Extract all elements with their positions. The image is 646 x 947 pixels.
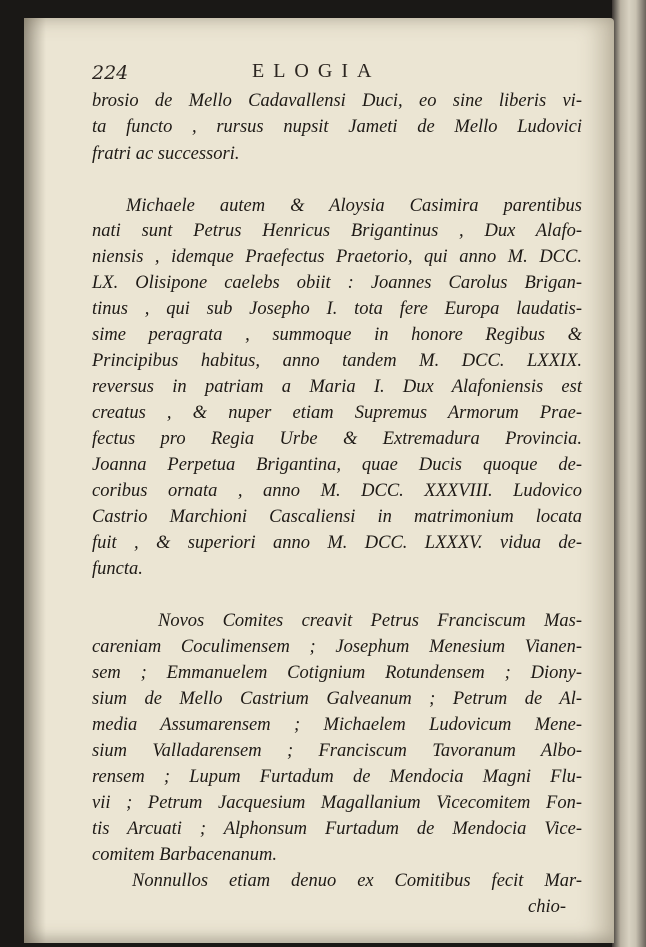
text-line: creatus , & nuper etiam Supremus Armorum Prae-	[92, 403, 582, 423]
text-line: fratri ac successori.	[92, 144, 240, 164]
text-line: brosio de Mello Cadavallensi Duci, eo sine liberis vi-	[92, 91, 582, 111]
text-line: fectus pro Regia Urbe & Extremadura Provincia.	[92, 429, 582, 449]
text-line: sium Valladarensem ; Franciscum Tavoranum Albo-	[92, 741, 582, 761]
text-line: Nonnullos etiam denuo ex Comitibus fecit Mar-	[132, 871, 582, 891]
page-number: 224	[92, 62, 129, 84]
book-edge	[612, 0, 646, 947]
text-line: Principibus habitus, anno tandem M. DCC. LXXIX.	[92, 351, 582, 371]
text-line: Novos Comites creavit Petrus Franciscum Mas-	[158, 611, 582, 631]
text-line: tis Arcuati ; Alphonsum Furtadum de Mendocia Vice-	[92, 819, 582, 839]
text-line: reversus in patriam a Maria I. Dux Alafoniensis est	[92, 377, 582, 397]
text-line: niensis , idemque Praefectus Praetorio, qui anno M. DCC.	[92, 247, 582, 267]
text-line: sium de Mello Castrium Galveanum ; Petrum de Al-	[92, 689, 582, 709]
text-line: tinus , qui sub Josepho I. tota fere Europa laudatis-	[92, 299, 582, 319]
text-line: rensem ; Lupum Furtadum de Mendocia Magni Flu-	[92, 767, 582, 787]
text-line: fuit , & superiori anno M. DCC. LXXXV. vidua de-	[92, 533, 582, 553]
text-line: functa.	[92, 559, 143, 579]
text-line: Michaele autem & Aloysia Casimira parentibus	[126, 196, 582, 216]
text-line: vii ; Petrum Jacquesium Magallanium Vicecomitem Fon-	[92, 793, 582, 813]
text-line: media Assumarensem ; Michaelem Ludovicum Mene-	[92, 715, 582, 735]
text-line: careniam Coculimensem ; Josephum Menesium Vianen-	[92, 637, 582, 657]
running-title: ELOGIA	[252, 60, 381, 82]
gutter-shadow	[24, 18, 46, 943]
text-line: Joanna Perpetua Brigantina, quae Ducis quoque de-	[92, 455, 582, 475]
text-line: sime peragrata , summoque in honore Regibus &	[92, 325, 582, 345]
text-line: sem ; Emmanuelem Cotignium Rotundensem ; Diony-	[92, 663, 582, 683]
text-line: LX. Olisipone caelebs obiit : Joannes Carolus Brigan-	[92, 273, 582, 293]
text-line: nati sunt Petrus Henricus Brigantinus , Dux Alafo-	[92, 221, 582, 241]
text-line: Castrio Marchioni Cascaliensi in matrimonium locata	[92, 507, 582, 527]
text-line: coribus ornata , anno M. DCC. XXXVIII. Ludovico	[92, 481, 582, 501]
text-line: comitem Barbacenanum.	[92, 845, 277, 865]
text-line: chio-	[528, 897, 567, 917]
text-line: ta functo , rursus nupsit Jameti de Mello Ludovici	[92, 117, 582, 137]
page-header	[92, 58, 512, 88]
